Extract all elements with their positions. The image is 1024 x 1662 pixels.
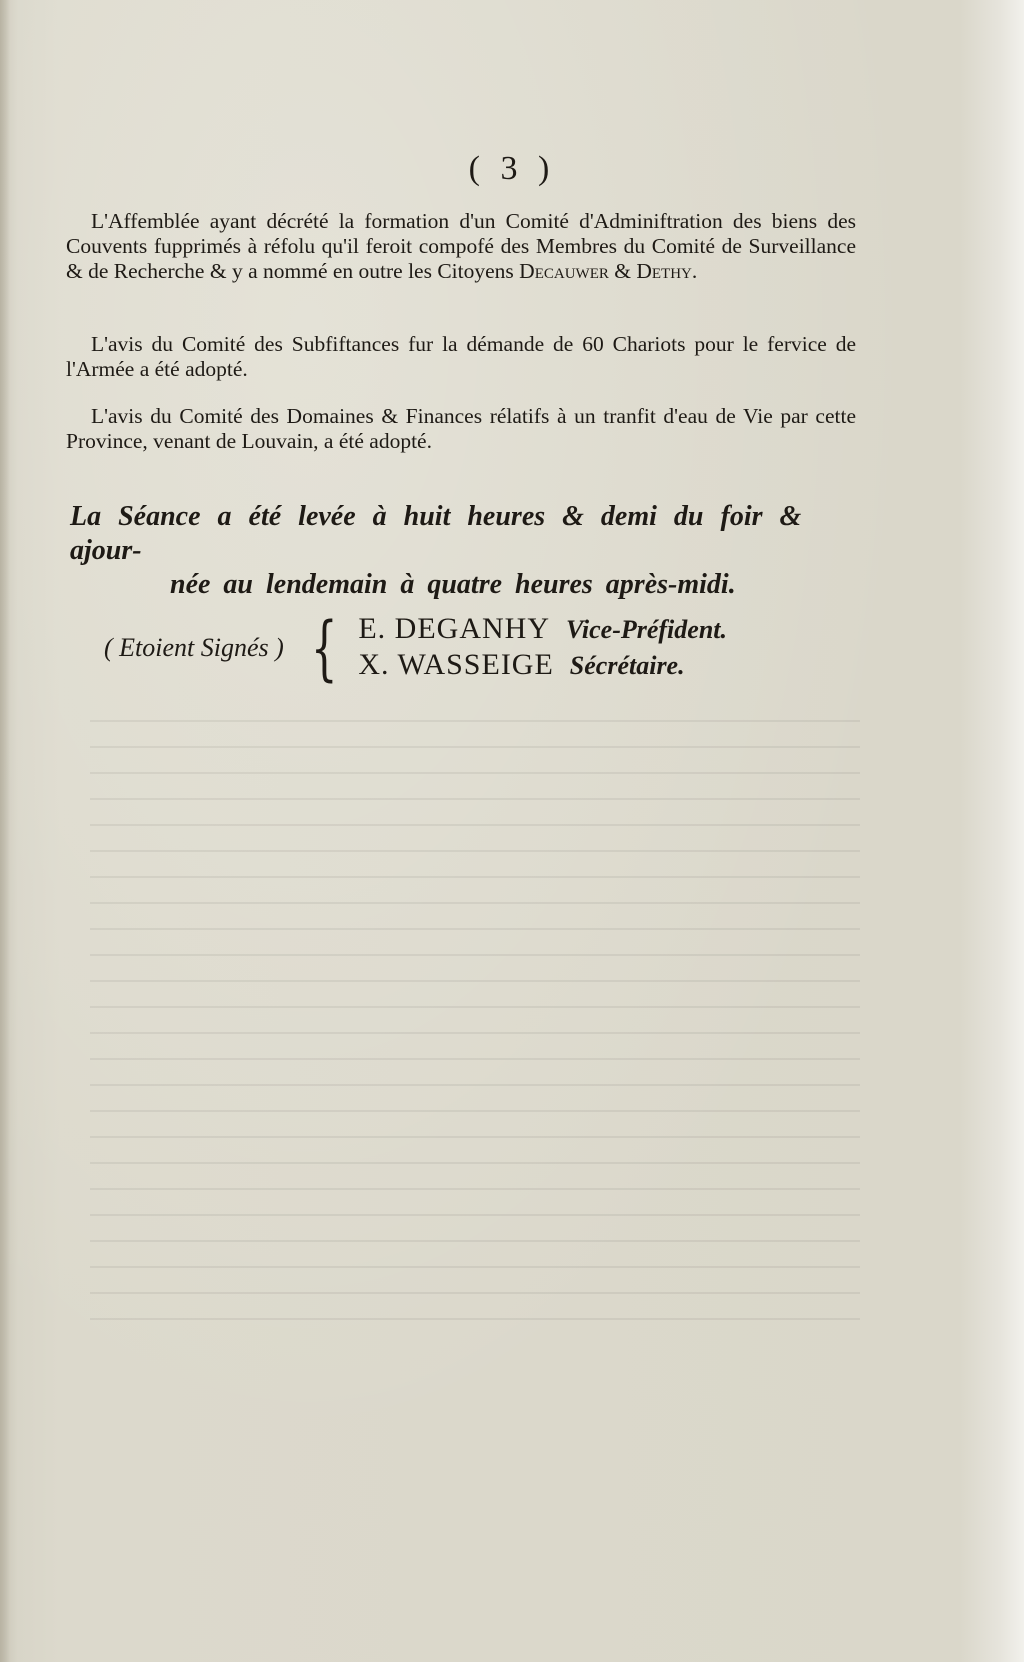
signature-block xyxy=(104,607,824,689)
citizen-name: Decauwer xyxy=(519,259,609,283)
reverse-side-bleed-through xyxy=(90,720,860,1320)
citizen-name: Dethy. xyxy=(636,259,698,283)
paragraph-line: L'Affemblée ayant décrété la formation d'un Comité d'Adminiftration des biens xyxy=(91,209,818,233)
signatory-name: X. WASSEIGE xyxy=(358,648,554,681)
session-closing xyxy=(70,500,860,602)
brace-glyph: { xyxy=(310,607,338,689)
paragraph-line: des Couvents fupprimés à réfolu qu'il feroit compofé des Membres du Comité xyxy=(66,209,856,258)
signatory-row xyxy=(358,648,727,684)
signatures-label: ( Etoient Signés ) xyxy=(104,633,284,662)
signatory-row xyxy=(358,612,727,648)
paragraph-text: L'avis du Comité des Domaines & Finances rélatifs à un tranfit d'eau de Vie par cette Province, venant de Louvain, a été adopté. xyxy=(66,404,856,453)
paragraph-committee-formation xyxy=(66,209,856,284)
scan-edge-shadow xyxy=(0,0,10,1662)
paragraph-text: L'avis du Comité des Subfiftances fur la démande de 60 Chariots pour le fervice de l'Armée a été adopté. xyxy=(66,332,856,381)
ampersand: & xyxy=(614,259,631,283)
signatory-title: Sécrétaire. xyxy=(569,651,685,680)
paragraph-line: de Surveillance & de Recherche & y a nommé en outre les Citoyens xyxy=(66,234,856,283)
paragraph-domains-finances xyxy=(66,404,856,454)
signatory-name: E. DEGANHY xyxy=(358,612,550,645)
paragraph-subsistence xyxy=(66,332,856,382)
signatory-title: Vice-Préfident. xyxy=(565,615,727,644)
page-number: ( 3 ) xyxy=(468,150,556,187)
closing-line-2: née au lendemain à quatre heures après-midi. xyxy=(170,569,736,600)
closing-line-1: La Séance a été levée à huit heures & demi du foir & ajour- xyxy=(70,501,802,566)
signatory-list xyxy=(358,612,727,684)
